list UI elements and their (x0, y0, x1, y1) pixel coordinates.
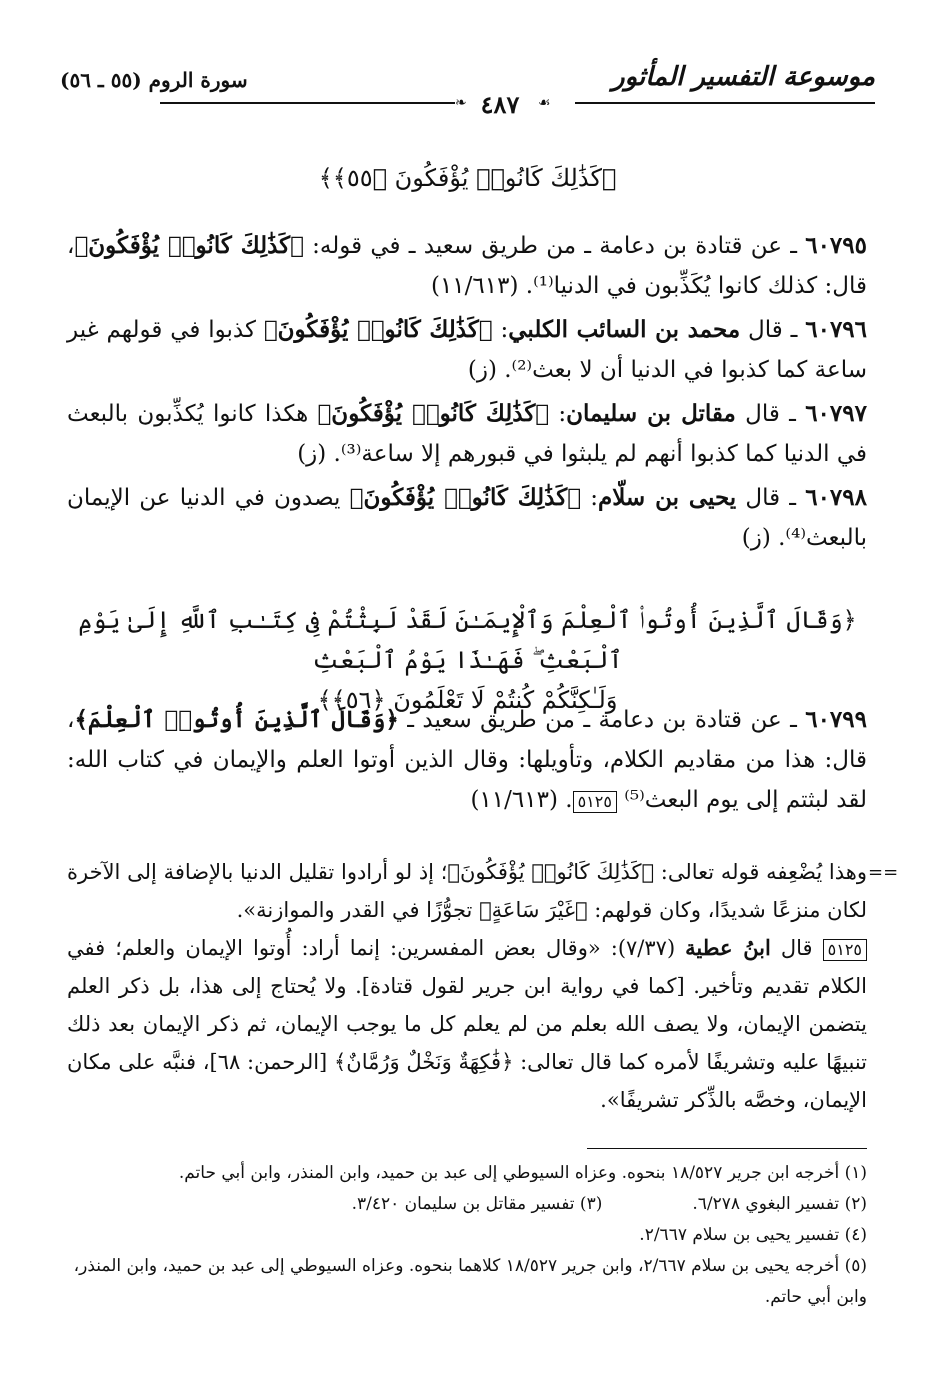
commentator-name: ابنُ عطية (685, 935, 771, 960)
volume-ref: . (١١/٦١٣) (470, 787, 573, 813)
ayah-56-line-2: وَلَـٰكِنَّكُمْ كُنتُمْ لَا تَعْلَمُونَ ﴿٥٦﴾﴾ (317, 686, 618, 714)
entry-text: يصدون في الدنيا عن الإيمان بالبعث⁽⁴⁾. (ز) (67, 485, 867, 551)
quran-quote: ﴿كَذَٰلِكَ كَانُوا۟ يُؤْفَكُونَ﴾ (317, 400, 550, 427)
entry-60796 (67, 310, 867, 390)
entry-text: ، قال: هذا من مقاديم الكلام، وتأويلها: وقال الذين أوتوا العلم والإيمان في كتاب الله: لقد لبثتم إلى يوم البعث⁽⁵⁾ (67, 707, 867, 813)
narrator-name: محمد بن السائب الكلبي (508, 316, 741, 343)
entry-number: ٦٠٧٩٥ (805, 232, 867, 259)
footnote-rule (587, 1148, 867, 1149)
commentary-para-1: وهذا يُضْعِفه قوله تعالى: ﴿كَذَٰلِكَ كَانُوا۟ يُؤْفَكُونَ﴾؛ إذ لو أرادوا تقليل الدنيا بالإضافة إلى الآخرة لكان منزعًا شديدًا، وكان قولهم: ﴿غَيْرَ سَاعَةٍ﴾ تجوُّزًا في القدر والموازنة». (67, 860, 867, 922)
quran-quote: ﴿وَقَالَ ٱلَّذِينَ أُوتُوا۟ ٱلْعِلْمَ﴾ (74, 706, 399, 733)
footnote-2: (٢) تفسير البغوي ٦/٢٧٨. (692, 1194, 867, 1214)
entry-lead: ـ قال (735, 401, 806, 427)
entry-60798 (67, 478, 867, 558)
entry-text: ، قال: كذلك كانوا يُكَذِّبون في الدنيا⁽¹⁾. (١١/٦١٣) (67, 233, 867, 299)
entry-text: كذبوا في قولهم غير ساعة كما كذبوا في الدنيا أن لا بعث⁽²⁾. (ز) (67, 317, 867, 383)
entry-60799 (67, 700, 867, 820)
surah-reference: سورة الروم (٥٥ ـ ٥٦) (60, 68, 248, 92)
quran-quote: ﴿كَذَٰلِكَ كَانُوا۟ يُؤْفَكُونَ﴾ (74, 232, 304, 259)
commentary-text: (٧/٣٧): «وقال بعض المفسرين: إنما أراد: أُوتوا الإيمان والعلم؛ ففي الكلام تقديم وتأخير. [كما في رواية ابن جرير لقول قتادة]. ولا يُحتاج إلى هذا، بل ذكر العلم يتضمن الإيمان، ولا يصف الله بعلم من لم يعلم كل ما يوجب الإيمان، ثم ذكر الإيمان بعد ذلك تنبيهًا عليه وتشريفًا لأمره كما قال تعالى: ﴿فَٰكِهَةٌ وَنَخْلٌ وَرُمَّانٌ﴾ [الرحمن: ٦٨]، فنبَّه على مكان الإيمان، وخصَّه بالذِّكر تشريفًا». (67, 936, 868, 1112)
entry-sep: : (581, 485, 598, 511)
entry-sep: : (549, 401, 567, 427)
commentary-lead: قال (770, 936, 823, 960)
cross-ref-box: ٥١٢٥ (573, 791, 617, 813)
entry-lead: ـ عن قتادة بن دعامة ـ من طريق سعيد ـ في قوله: (303, 233, 806, 259)
entry-sep: : (492, 317, 509, 343)
quran-quote: ﴿كَذَٰلِكَ كَانُوا۟ يُؤْفَكُونَ﴾ (263, 316, 493, 343)
entry-number: ٦٠٧٩٦ (805, 316, 868, 343)
book-title: موسوعة التفسير المأثور (612, 62, 875, 92)
entry-number: ٦٠٧٩٩ (805, 706, 867, 733)
footnote-4: (٤) تفسير يحيى بن سلام ٢/٦٦٧. (639, 1225, 867, 1245)
header-rule-left (160, 102, 455, 104)
entry-number: ٦٠٧٩٧ (805, 400, 867, 427)
page-number: ٤٨٧ (480, 90, 520, 119)
entry-lead: ـ عن قتادة بن دعامة ـ من طريق سعيد ـ (398, 707, 806, 733)
narrator-name: يحيى بن سلّام (597, 484, 737, 511)
quran-quote: ﴿كَذَٰلِكَ كَانُوا۟ يُؤْفَكُونَ﴾ (349, 484, 582, 511)
page-header (60, 62, 875, 122)
continuation-mark: == (868, 862, 899, 883)
ayah-56-line-1: ﴿وَقَالَ ٱلَّذِينَ أُوتُوا۟ ٱلْعِلْمَ وَٱلْإِيمَـٰنَ لَقَدْ لَبِثْتُمْ فِى كِتَـٰبِ ٱللَّهِ إِلَىٰ يَوْمِ ٱلْبَعْثِ ۖ فَهَـٰذَا يَوْمُ ٱلْبَعْثِ (78, 606, 857, 674)
ornament-icon: ❧ (455, 95, 467, 111)
ornament-icon: ☙ (538, 95, 551, 111)
cross-ref-box: ٥١٢٥ (823, 939, 867, 961)
header-rule-right (575, 102, 875, 104)
commentary-block (67, 853, 867, 1119)
footnote-1: (١) أخرجه ابن جرير ١٨/٥٢٧ بنحوه. وعزاه السيوطي إلى عبد بن حميد، وابن المنذر، وابن أبي حاتم. (178, 1163, 867, 1183)
commentary-para-2 (67, 929, 867, 1119)
footnote-3: (٣) تفسير مقاتل بن سليمان ٣/٤٢٠. (351, 1194, 603, 1214)
entry-lead: ـ قال (740, 317, 806, 343)
ayah-55: ﴿كَذَٰلِكَ كَانُوا۟ يُؤْفَكُونَ ﴿٥٥﴾﴾ (318, 164, 617, 192)
entry-text: هكذا كانوا يُكذِّبون بالبعث في الدنيا كما كذبوا أنهم لم يلبثوا في قبورهم إلا ساعة⁽³⁾. (ز) (67, 401, 867, 467)
entry-60795 (67, 226, 867, 306)
narrator-name: مقاتل بن سليمان (566, 400, 736, 427)
footnotes (67, 1158, 867, 1313)
footnote-row-2-3 (67, 1189, 867, 1220)
entry-number: ٦٠٧٩٨ (805, 484, 867, 511)
entry-lead: ـ قال (736, 485, 806, 511)
footnote-5: (٥) أخرجه يحيى بن سلام ٢/٦٦٧، وابن جرير ١٨/٥٢٧ كلاهما بنحوه. وعزاه السيوطي إلى عبد بن حميد، وابن المنذر، وابن أبي حاتم. (73, 1256, 867, 1307)
entry-60797 (67, 394, 867, 474)
